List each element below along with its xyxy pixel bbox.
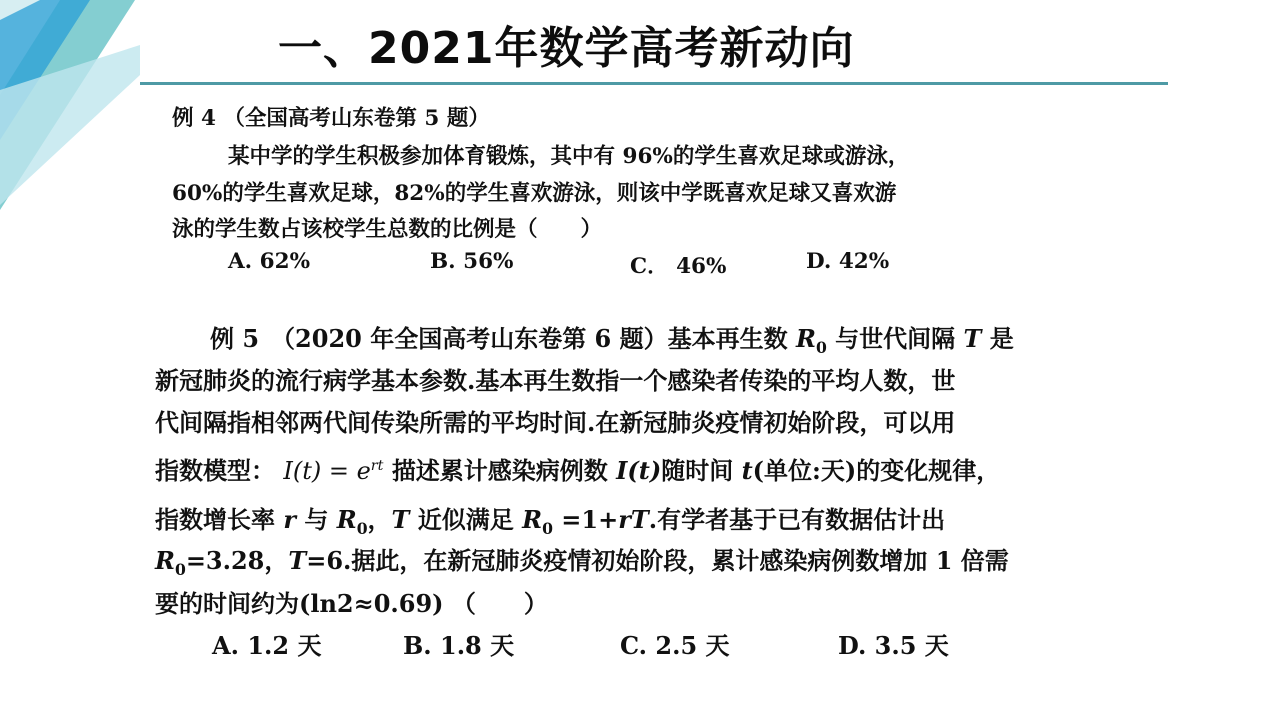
example5-option-a: A. 1.2 天 xyxy=(212,631,322,660)
example5-option-c: C. 2.5 天 xyxy=(620,631,730,660)
slide-title: 一、2021年数学高考新动向 xyxy=(278,23,855,74)
example5-line2: 新冠肺炎的流行病学基本参数.基本再生数指一个感染者传染的平均人数，世 xyxy=(155,366,956,395)
example4-line2: 60%的学生喜欢足球，82%的学生喜欢游泳，则该中学既喜欢足球又喜欢游 xyxy=(172,181,897,206)
example4-line1: 某中学的学生积极参加体育锻炼，其中有 96%的学生喜欢足球或游泳， xyxy=(228,144,910,169)
example5-option-b: B. 1.8 天 xyxy=(403,631,515,660)
example5-line6: $R_0=3.28$，T=6.据此，在新冠肺炎疫情初始阶段，累计感染病例数增加 1 倍需 xyxy=(155,546,1009,579)
exponential-formula: $I(t) = e^{rt}$ xyxy=(283,457,384,485)
example4-line3: 泳的学生数占该校学生总数的比例是（ ） xyxy=(172,217,603,242)
example5-line7: 要的时间约为(ln2≈0.69) （ ） xyxy=(155,589,548,618)
corner-decoration xyxy=(0,0,140,215)
example4-option-d: D. 42% xyxy=(806,249,890,274)
example4-heading: 例 4 （全国高考山东卷第 5 题） xyxy=(172,106,490,131)
title-divider xyxy=(140,82,1168,85)
example4-option-b: B. 56% xyxy=(430,249,514,274)
example5-line1: 例 5 （2020 年全国高考山东卷第 6 题）基本再生数 $R_0$ 与世代间隔 T 是 xyxy=(210,324,1014,357)
example5-line5: 指数增长率 r 与 $R_0$，T 近似满足 $R_0 =1+rT$.有学者基于已有数据估计出 xyxy=(155,505,946,538)
example5-line3: 代间隔指相邻两代间传染所需的平均时间.在新冠肺炎疫情初始阶段，可以用 xyxy=(155,408,956,437)
example4-option-c: C． 46% xyxy=(630,254,727,279)
example5-line4: 指数模型： $I(t) = e^{rt}$ 描述累计感染病例数 I(t)随时间 t(单位:天)的变化规律， xyxy=(155,456,1001,485)
example5-option-d: D. 3.5 天 xyxy=(838,631,949,660)
example4-option-a: A. 62% xyxy=(228,249,311,274)
